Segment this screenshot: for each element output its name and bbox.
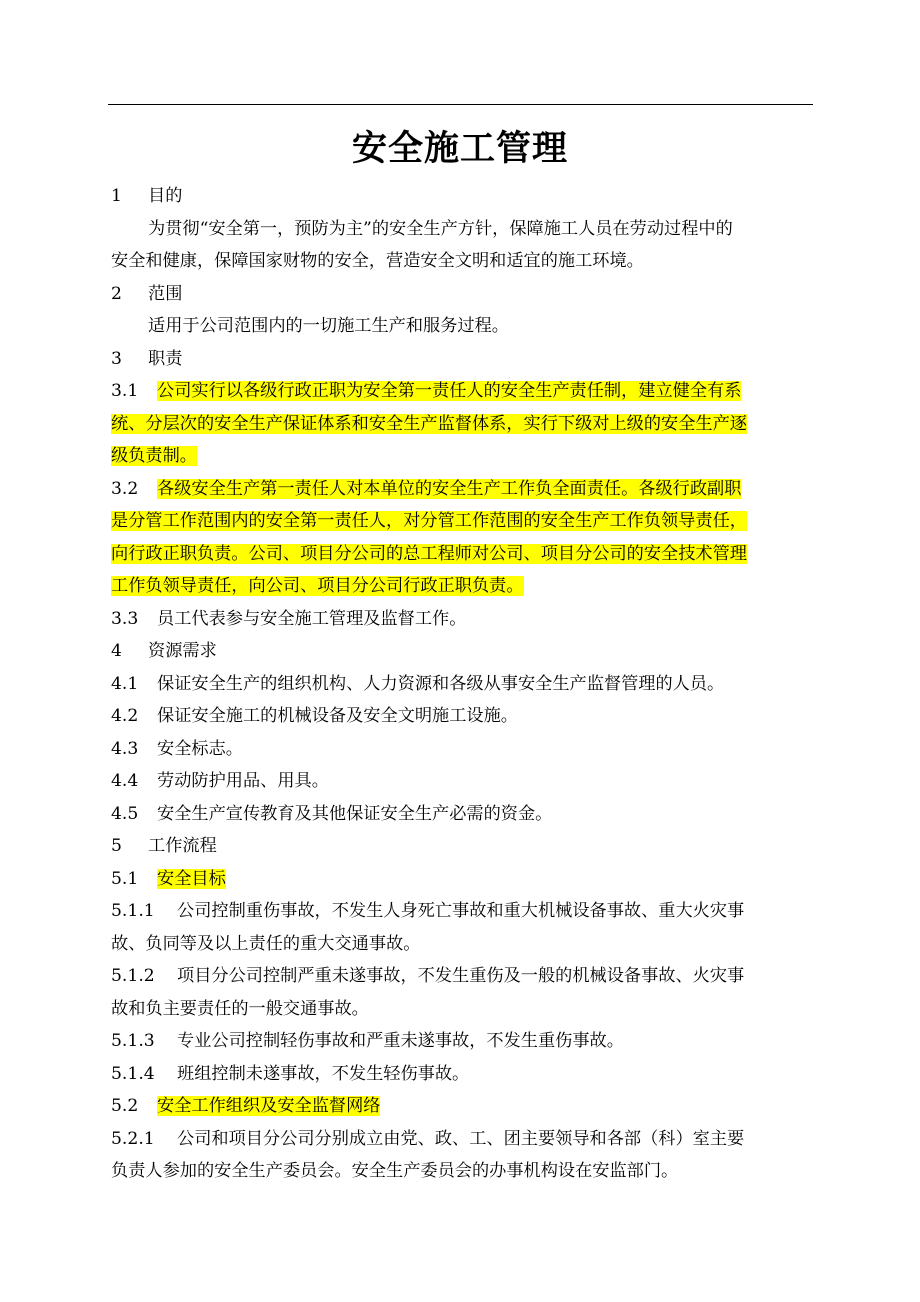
paragraph-line: 适用于公司范围内的一切施工生产和服务过程。 — [148, 316, 509, 336]
item-text: 安全生产宣传教育及其他保证安全生产必需的资金。 — [157, 803, 553, 824]
item-number: 5.1.2 — [111, 966, 155, 986]
subsection-heading — [111, 863, 811, 896]
highlighted-text: 公司实行以各级行政正职为安全第一责任人的安全生产责任制，建立健全有系 — [157, 381, 742, 401]
item-number: 4.1 — [111, 673, 139, 694]
item-number: 5.2 — [111, 1096, 139, 1116]
item-text: 保证安全生产的组织机构、人力资源和各级从事安全生产监督管理的人员。 — [157, 673, 725, 694]
section-title: 范围 — [148, 283, 183, 304]
paragraph-line: 为贯彻“安全第一，预防为主”的安全生产方针，保障施工人员在劳动过程中的 — [148, 218, 733, 239]
highlighted-text: 安全目标 — [157, 868, 226, 889]
highlighted-text: 统、分层次的安全生产保证体系和安全生产监督体系，实行下级对上级的安全生产逐 — [111, 413, 747, 434]
section-title: 职责 — [148, 348, 183, 369]
item-text: 专业公司控制轻伤事故和严重未遂事故，不发生重伤事故。 — [177, 1031, 624, 1051]
list-item — [111, 733, 811, 766]
paragraph-line — [111, 440, 811, 473]
section-number: 1 — [111, 186, 122, 206]
paragraph-line — [111, 570, 811, 603]
highlighted-text: 级负责制。 — [111, 446, 197, 466]
paragraph-line — [111, 1123, 811, 1156]
paragraph-line — [111, 505, 811, 538]
paragraph-line — [111, 1025, 811, 1058]
section-heading — [111, 278, 811, 311]
paragraph-line — [111, 408, 811, 441]
paragraph-line — [111, 895, 811, 928]
item-number: 5.1 — [111, 868, 139, 889]
item-number: 4.2 — [111, 706, 139, 726]
paragraph-line: 故、负同等及以上责任的重大交通事故。 — [111, 933, 421, 954]
paragraph-line — [111, 473, 811, 506]
item-text: 公司和项目分公司分别成立由党、政、工、团主要领导和各部（科）室主要 — [177, 1128, 745, 1149]
highlighted-text: 安全工作组织及安全监督网络 — [157, 1096, 381, 1116]
section-heading — [111, 830, 811, 863]
item-text: 保证安全施工的机械设备及安全文明施工设施。 — [157, 706, 518, 726]
item-number: 4.4 — [111, 771, 139, 791]
paragraph-line: 故和负主要责任的一般交通事故。 — [111, 998, 369, 1019]
item-text: 安全标志。 — [157, 738, 243, 759]
item-number: 4.5 — [111, 803, 139, 824]
item-text: 公司控制重伤事故，不发生人身死亡事故和重大机械设备事故、重大火灾事 — [177, 901, 745, 921]
paragraph-line: 安全和健康，保障国家财物的安全，营造安全文明和适宜的施工环境。 — [111, 251, 644, 271]
highlighted-text: 向行政正职负责。公司、项目分公司的总工程师对公司、项目分公司的安全技术管理 — [111, 543, 747, 564]
section-number: 4 — [111, 641, 122, 661]
page-title: 安全施工管理 — [351, 128, 568, 169]
list-item — [111, 798, 811, 831]
item-number: 4.3 — [111, 738, 139, 759]
section-heading — [111, 343, 811, 376]
paragraph-line — [111, 960, 811, 993]
highlighted-text: 各级安全生产第一责任人对本单位的安全生产工作负全面责任。各级行政副职 — [157, 478, 742, 499]
paragraph-line — [111, 538, 811, 571]
section-heading — [111, 635, 811, 668]
item-text: 项目分公司控制严重未遂事故，不发生重伤及一般的机械设备事故、火灾事 — [177, 966, 745, 986]
item-number: 5.1.3 — [111, 1031, 155, 1051]
item-number: 3.3 — [111, 608, 139, 629]
section-title: 目的 — [148, 186, 183, 206]
item-text: 劳动防护用品、用具。 — [157, 771, 329, 791]
list-item — [111, 700, 811, 733]
paragraph-line — [111, 603, 811, 636]
section-heading — [111, 180, 811, 213]
section-title: 资源需求 — [148, 641, 217, 661]
item-text: 班组控制未遂事故，不发生轻伤事故。 — [177, 1063, 470, 1084]
item-number: 3.1 — [111, 381, 139, 401]
item-number: 5.1.1 — [111, 901, 155, 921]
header-rule — [108, 104, 813, 105]
section-number: 5 — [111, 836, 122, 856]
highlighted-text: 是分管工作范围内的安全第一责任人，对分管工作范围的安全生产工作负领导责任， — [111, 511, 747, 531]
paragraph-line — [111, 1058, 811, 1091]
item-number: 5.1.4 — [111, 1063, 155, 1084]
item-text: 员工代表参与安全施工管理及监督工作。 — [157, 608, 467, 629]
document-body — [111, 180, 811, 1188]
list-item — [111, 765, 811, 798]
highlighted-text: 工作负领导责任，向公司、项目分公司行政正职负责。 — [111, 576, 524, 596]
list-item — [111, 668, 811, 701]
section-title: 工作流程 — [148, 836, 217, 856]
section-number: 3 — [111, 348, 122, 369]
section-number: 2 — [111, 283, 122, 304]
paragraph-line — [111, 375, 811, 408]
paragraph-line: 负责人参加的安全生产委员会。安全生产委员会的办事机构设在安监部门。 — [111, 1161, 679, 1181]
subsection-heading — [111, 1090, 811, 1123]
item-number: 5.2.1 — [111, 1128, 155, 1149]
item-number: 3.2 — [111, 478, 139, 499]
